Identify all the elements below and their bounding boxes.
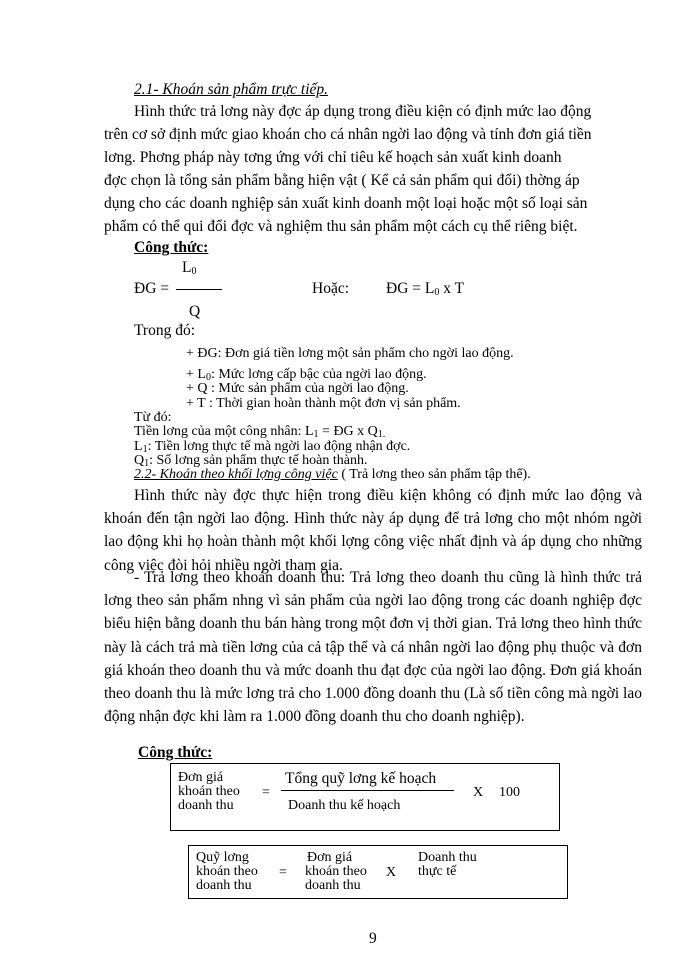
where-label: Trong đó: — [134, 322, 196, 339]
paragraph-text: - Trả lơng theo khoán doanh thu: Trả lơng theo doanh thu cũng là hình thức trả lơng theo sản phẩm nhng vì sản phẩm của ngời lao động trong các doanh nghiệp đợc biểu hiện bằng doanh thu bán hàng trong một đơn vị thời gian. Trả lơng theo hình thức này là cách trả mà tiền lơng của cả tập thể và cá nhân ngời lao động phụ thuộc và đơn giá khoán theo doanh thu và mức doanh thu đạt đợc của ngời lao động. Đơn giá khoán theo doanh thu là mức lơng trả cho 1.000 đồng doanh thu (Là số tiền công mà ngời lao động nhận đợc khi làm ra 1.000 đồng doanh thu cho doanh nghiệp). — [104, 569, 642, 726]
formula-box-denominator: Doanh thu kế hoạch — [288, 798, 401, 813]
fraction-bar — [176, 289, 222, 290]
formula-box-factor: 100 — [499, 785, 520, 800]
from-line: $Q_1$: Số lơng sản phẩm thực tế hoàn thành. — [134, 453, 368, 469]
where-item: + Q : Mức sản phẩm của ngời lao động. — [186, 381, 409, 396]
formula-box-eq: = — [262, 785, 270, 800]
where-item: + $L_0$: Mức lơng cấp bậc của ngời lao động. — [186, 367, 427, 383]
formula-box-left: Đơn giá khoán theo doanh thu — [178, 770, 240, 813]
paragraph-line: dụng cho các doanh nghiệp sản xuất kinh doanh một loại hoặc một số loại sản — [104, 195, 588, 212]
paragraph-line: lơng. Phơng pháp này tơng ứng với chỉ tiêu kế hoạch sản xuất kinh doanh — [104, 149, 562, 166]
formula-box-eq: = — [279, 865, 287, 880]
formula-box-times: X — [473, 785, 484, 800]
formula-lhs: ĐG = — [134, 280, 170, 297]
formula-box-right: Doanh thu thực tế — [418, 850, 477, 879]
fraction-bar — [281, 790, 454, 791]
section-heading-2-2: 2.2- Khoán theo khối lợng công việc ( Trả lơng theo sản phẩm tập thể). — [134, 467, 531, 482]
paragraph-line: trên cơ sở định mức giao khoán cho cá nhân ngời lao động và tính đơn giá tiền — [104, 126, 592, 143]
where-item: + T : Thời gian hoàn thành một đơn vị sản phẩm. — [186, 396, 461, 411]
section-heading-2-1: 2.1- Khoán sản phẩm trực tiếp. — [134, 81, 329, 98]
formula-label: Công thức: — [138, 744, 213, 761]
formula-alternative: ĐG = $L_0$ x T — [386, 280, 465, 298]
paragraph — [104, 566, 642, 728]
paragraph-line: Hình thức trả lơng này đợc áp dụng trong điều kiện có định mức lao động — [134, 103, 592, 120]
formula-label: Công thức: — [134, 239, 209, 256]
formula-or: Hoặc: — [312, 280, 350, 297]
from-label: Từ đó: — [134, 410, 172, 425]
where-item: + ĐG: Đơn giá tiền lơng một sản phẩm cho ngời lao động. — [186, 346, 514, 361]
paragraph-line: phẩm có thể qui đổi đợc và nghiệm thu sản phẩm một cách cụ thể riêng biệt. — [104, 218, 578, 235]
from-line: $L_1$: Tiền lơng thực tế mà ngời lao động nhận đợc. — [134, 439, 411, 455]
formula-box-middle: Đơn giá khoán theo doanh thu — [305, 850, 367, 893]
formula-box-left: Quỹ lơng khoán theo doanh thu — [196, 850, 258, 893]
paragraph-text: Hình thức này đợc thực hiện trong điều kiện không có định mức lao động và khoán đến tận ngời lao động. Hình thức này áp dụng để trả lơng cho một nhóm ngời lao động khi họ hoàn thành một khối lợng công việc nhất định và áp dụng cho những công việc đòi hỏi nhiều ngời tham gia. — [104, 487, 642, 574]
paragraph-line: đợc chọn là tổng sản phẩm bằng hiện vật ( Kể cả sản phẩm qui đổi) thờng áp — [104, 172, 580, 189]
paragraph — [104, 484, 642, 577]
formula-numerator: $L_0$ — [182, 259, 197, 277]
formula-box-times: X — [386, 865, 397, 880]
formula-box-numerator: Tổng quỹ lơng kế hoạch — [285, 770, 437, 787]
from-line: Tiền lơng của một công nhân: $L_1$ = ĐG x $Q_{1.}$ — [134, 424, 386, 440]
formula-denominator: Q — [189, 303, 201, 320]
page-number: 9 — [369, 930, 377, 947]
